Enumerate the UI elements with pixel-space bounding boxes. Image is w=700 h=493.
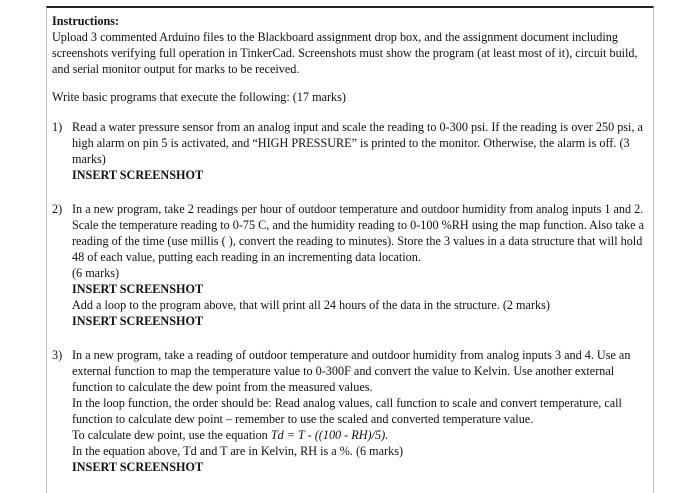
task-number: 1) — [52, 120, 63, 134]
task-number: 3) — [52, 348, 63, 362]
task-extra-text: Add a loop to the program above, that will print all 24 hours of the data in the structure. (2 marks) — [72, 298, 550, 312]
task-marks: (6 marks) — [72, 266, 120, 280]
document-page — [52, 13, 648, 475]
task-item-1 — [52, 119, 648, 183]
task-note: In the equation above, Td and T are in Kelvin, RH is a %. (6 marks) — [72, 444, 404, 458]
insert-screenshot-label: INSERT SCREENSHOT — [72, 314, 204, 328]
task-number: 2) — [52, 202, 63, 216]
insert-screenshot-label: INSERT SCREENSHOT — [72, 282, 204, 296]
task-item-3 — [52, 347, 648, 475]
dew-point-equation: Td = T - ((100 - RH)/5). — [270, 428, 389, 442]
equation-prefix: To calculate dew point, use the equation — [72, 428, 271, 442]
task-item-2 — [52, 201, 648, 329]
insert-screenshot-label: INSERT SCREENSHOT — [72, 460, 204, 474]
task-equation-line — [72, 427, 648, 443]
task-text: Read a water pressure sensor from an analog input and scale the reading to 0-300 psi. If the reading is over 250 psi, a high alarm on pin 5 is activated, and “HIGH PRESSURE” is printed to the monitor. Otherwise, the alarm is off. (3 marks) — [72, 120, 643, 166]
insert-screenshot-label: INSERT SCREENSHOT — [72, 168, 204, 182]
task-text: In a new program, take 2 readings per hour of outdoor temperature and outdoor humidity from analog inputs 1 and 2. Scale the temperature reading to 0-75 C, and the humidity reading to 0-100 %RH using the map function. Also take a reading of the time (use millis ( ), convert the reading to minutes). Store the 3 values in a data structure that will hold 48 of each value, putting each reading in an incrementing data location. — [72, 202, 644, 264]
instructions-heading: Instructions: — [52, 14, 120, 28]
instructions-text: Upload 3 commented Arduino files to the Blackboard assignment drop box, and the assignment document including screenshots verifying full operation in TinkerCad. Screenshots must show the program (at least most of it), circuit build, and serial monitor output for marks to be received. — [52, 30, 638, 76]
task-loop-text: In the loop function, the order should be: Read analog values, call function to scale and convert temperature, call function to calculate dew point – remember to use the scaled and converted temperature value. — [72, 396, 622, 426]
intro-text: Write basic programs that execute the following: (17 marks) — [52, 90, 346, 104]
task-text: In a new program, take a reading of outdoor temperature and outdoor humidity from analog inputs 3 and 4. Use an external function to map the temperature value to 0-300F and convert the value to Kelvin. Use another external function to calculate the dew point from the measured values. — [72, 348, 631, 394]
